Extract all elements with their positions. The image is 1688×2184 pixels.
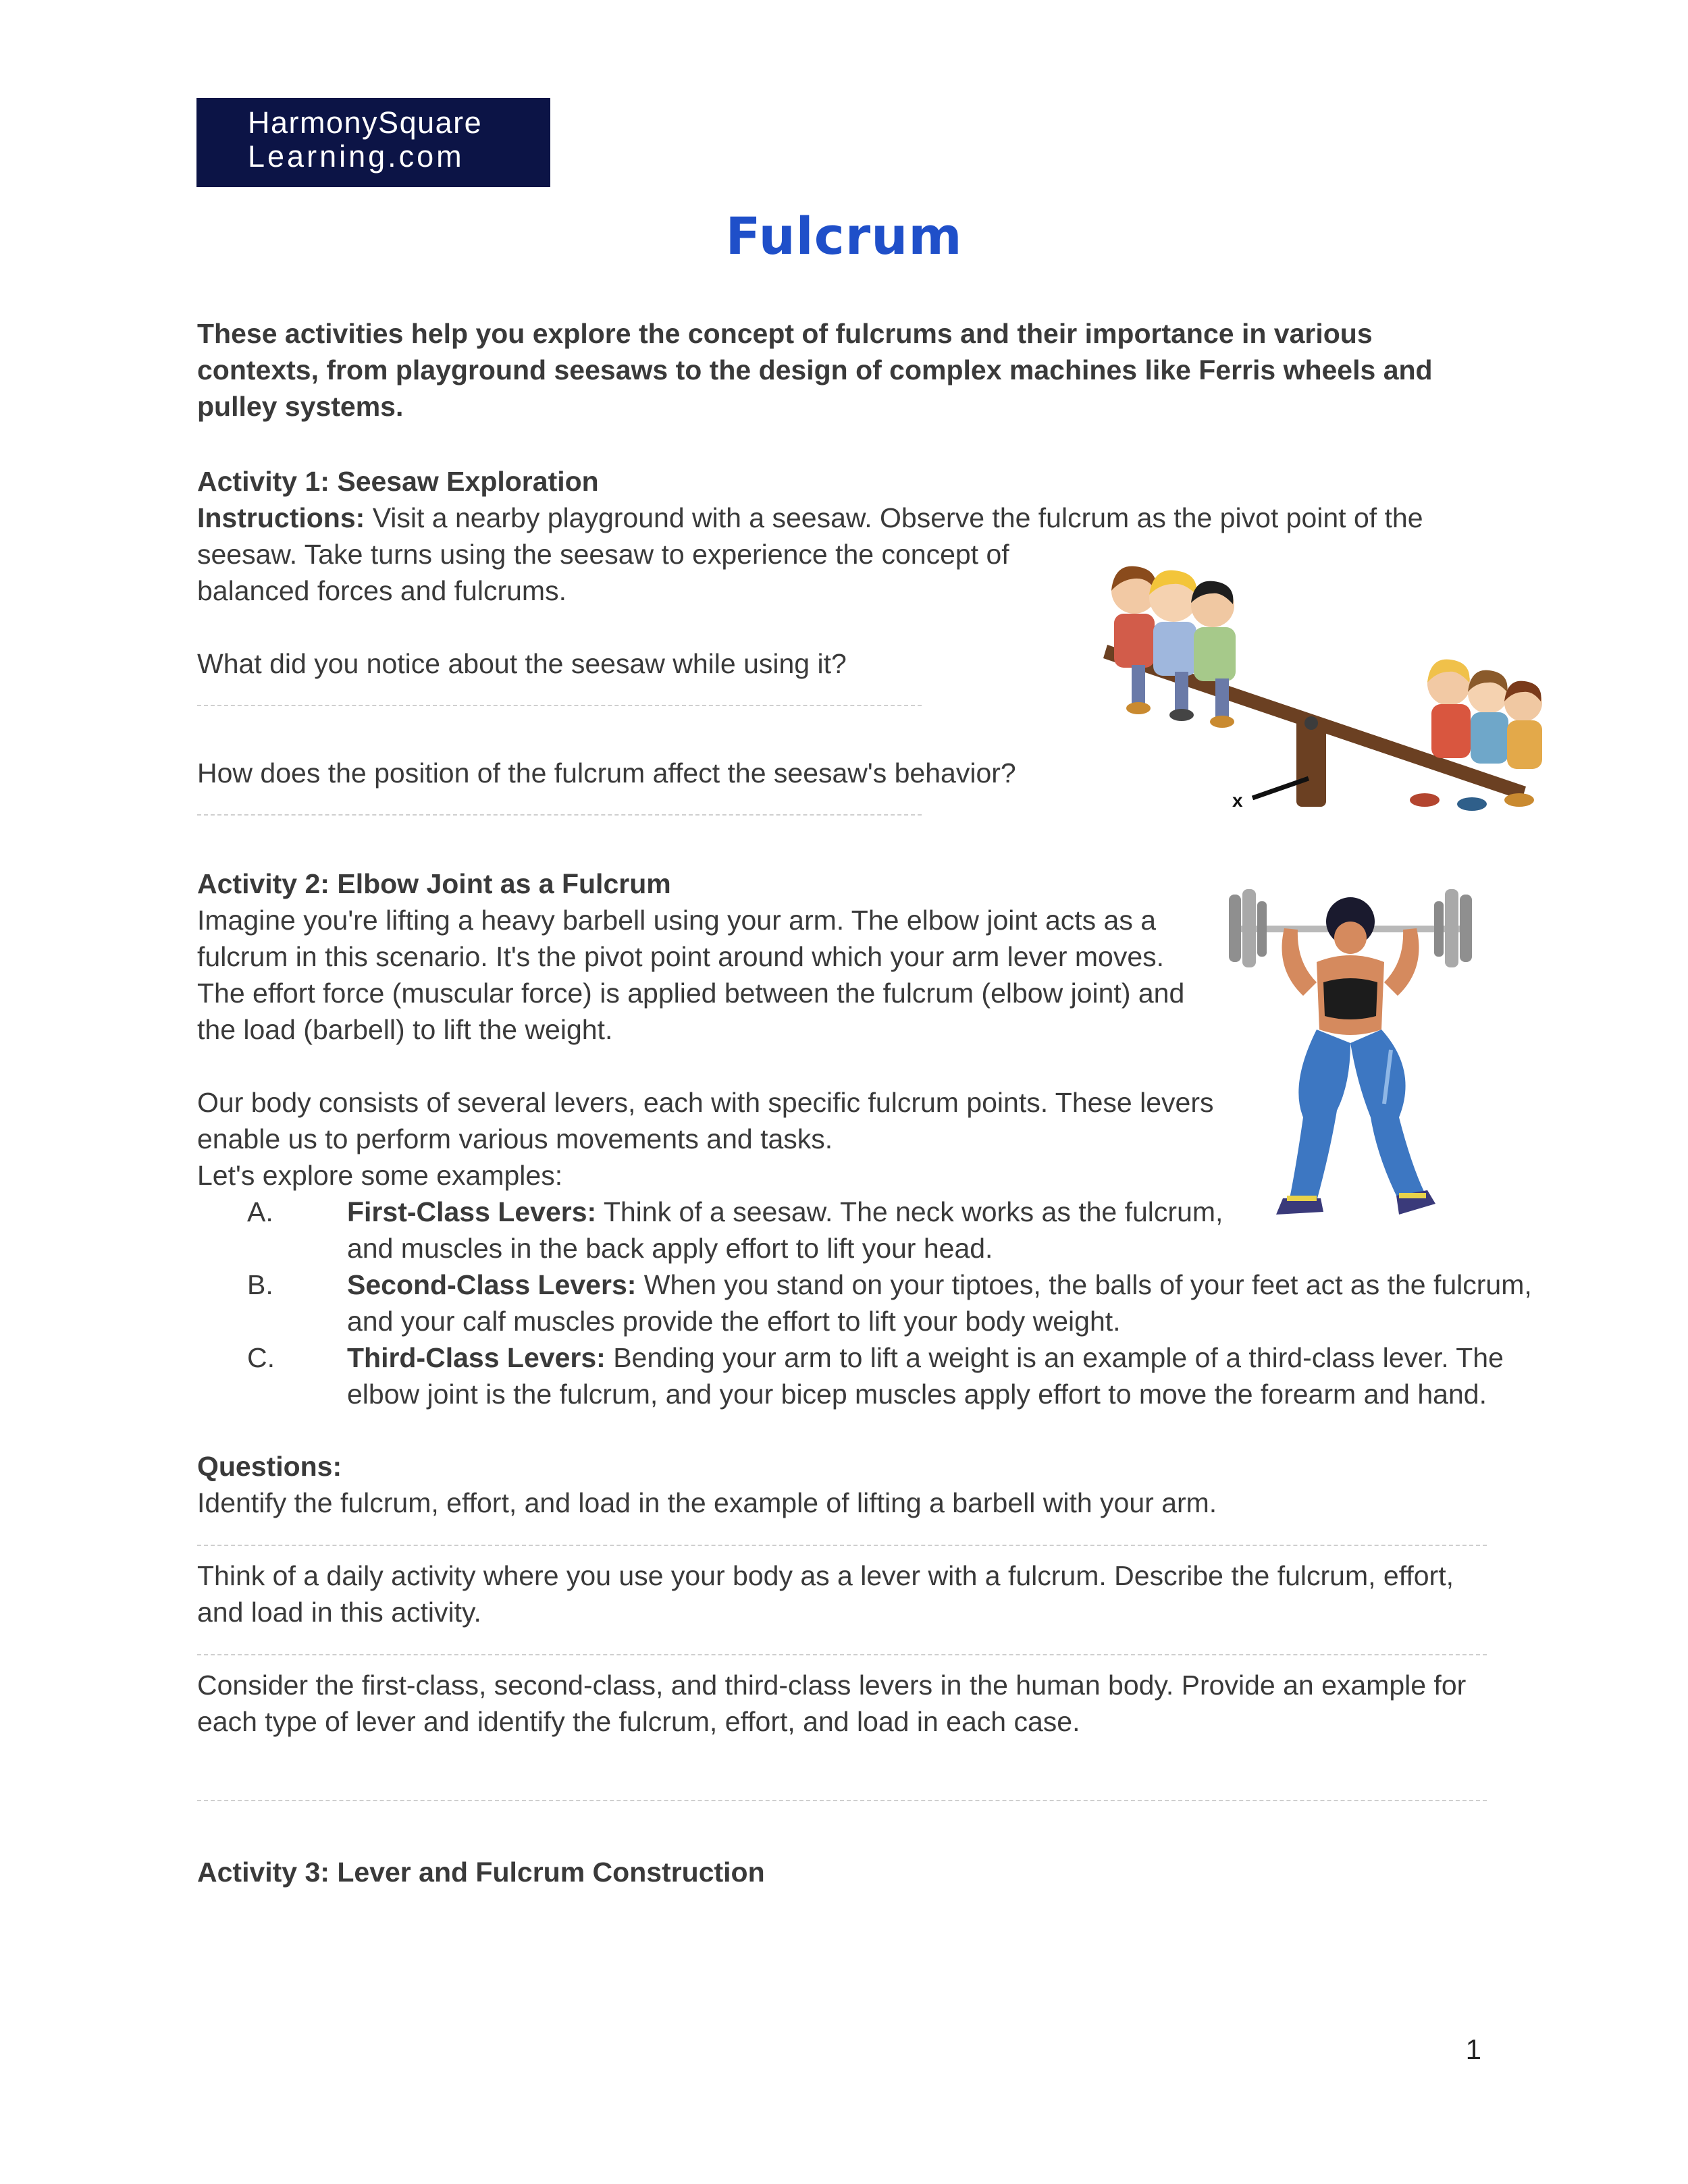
children-left bbox=[1111, 566, 1236, 728]
answer-line[interactable] bbox=[197, 1654, 1487, 1655]
page-number: 1 bbox=[1465, 2033, 1481, 2065]
question-3-line-2: each type of lever and identify the fulcrum, effort, and load in each case. bbox=[197, 1706, 1080, 1737]
activity-2-para-1-line-2: fulcrum in this scenario. It's the pivot point around which your arm lever moves. bbox=[197, 941, 1165, 972]
seesaw-illustration bbox=[1094, 564, 1566, 820]
activity-1-instructions bbox=[197, 500, 1423, 536]
instructions-line-1: Visit a nearby playground with a seesaw. Observe the fulcrum as the pivot point of the bbox=[365, 502, 1423, 533]
question-3-line-1: Consider the first-class, second-class, and third-class levers in the human body. Provide an example for bbox=[197, 1670, 1467, 1701]
answer-line[interactable] bbox=[197, 814, 922, 816]
activity-2-para-2-line-2: enable us to perform various movements and tasks. bbox=[197, 1123, 833, 1154]
barbell-plates-left bbox=[1229, 889, 1267, 967]
answer-line[interactable] bbox=[197, 705, 922, 706]
activity-2-para-2-line-1: Our body consists of several levers, each with specific fulcrum points. These levers bbox=[197, 1087, 1214, 1118]
list-marker: B. bbox=[247, 1269, 273, 1300]
activity-2-para-1-line-1: Imagine you're lifting a heavy barbell using your arm. The elbow joint acts as a bbox=[197, 905, 1157, 936]
activity-3-heading: Activity 3: Lever and Fulcrum Construction bbox=[197, 1857, 765, 1888]
activity-1-heading: Activity 1: Seesaw Exploration bbox=[197, 466, 599, 497]
instructions-line-3: balanced forces and fulcrums. bbox=[197, 575, 566, 606]
list-item-line-2: and your calf muscles provide the effort to lift your body weight. bbox=[347, 1306, 1121, 1337]
question-1: Identify the fulcrum, effort, and load in the example of lifting a barbell with your arm. bbox=[197, 1487, 1217, 1518]
brand-line-1: HarmonySquare bbox=[248, 105, 483, 140]
list-item-line-2: and muscles in the back apply effort to lift your head. bbox=[347, 1233, 993, 1264]
sports-top bbox=[1323, 978, 1377, 1019]
brand-logo bbox=[196, 98, 550, 187]
left-shoe-lace bbox=[1287, 1196, 1317, 1201]
list-item-label: Second-Class Levers: bbox=[347, 1269, 637, 1300]
seesaw-post bbox=[1296, 719, 1326, 807]
list-marker: A. bbox=[247, 1196, 273, 1227]
question-2-line-2: and load in this activity. bbox=[197, 1597, 481, 1628]
list-item-text: Think of a seesaw. The neck works as the fulcrum, bbox=[596, 1196, 1223, 1227]
activity-2-para-1-line-3: The effort force (muscular force) is applied between the fulcrum (elbow joint) and bbox=[197, 978, 1185, 1009]
left-arm bbox=[1282, 928, 1317, 996]
brand-line-2: Learning.com bbox=[248, 139, 465, 174]
list-item-label: First-Class Levers: bbox=[347, 1196, 597, 1227]
activity-2-para-2-line-3: Let's explore some examples: bbox=[197, 1160, 563, 1191]
activity-2-para-1-line-4: the load (barbell) to lift the weight. bbox=[197, 1014, 613, 1045]
intro-text: These activities help you explore the concept of fulcrums and their importance in various contexts, from playground seesaws to the design of complex machines like Ferris wheels and pulley systems. bbox=[197, 318, 1433, 422]
head bbox=[1334, 922, 1367, 954]
left-leg bbox=[1290, 1030, 1350, 1201]
activity-1-question-1: What did you notice about the seesaw while using it? bbox=[197, 648, 847, 679]
question-2-line-1: Think of a daily activity where you use your body as a lever with a fulcrum. Describe the fulcrum, effort, bbox=[197, 1560, 1454, 1591]
list-item-text: Bending your arm to lift a weight is an example of a third-class lever. The bbox=[605, 1342, 1504, 1373]
fulcrum-pivot bbox=[1304, 716, 1318, 730]
weightlifter-illustration bbox=[1222, 881, 1479, 1232]
list-item-label: Third-Class Levers: bbox=[347, 1342, 606, 1373]
list-item bbox=[247, 1339, 1516, 1412]
answer-line[interactable] bbox=[197, 1800, 1487, 1801]
activity-1-question-2: How does the position of the fulcrum affect the seesaw's behavior? bbox=[197, 757, 1016, 789]
list-item-line-1 bbox=[347, 1267, 1532, 1303]
questions-heading: Questions: bbox=[197, 1451, 342, 1482]
instructions-line-2: seesaw. Take turns using the seesaw to experience the concept of bbox=[197, 539, 1009, 570]
barbell-plates-right bbox=[1434, 889, 1472, 967]
instructions-label: Instructions: bbox=[197, 502, 365, 533]
page-title: Fulcrum bbox=[725, 206, 963, 266]
list-item-line-2: elbow joint is the fulcrum, and your bicep muscles apply effort to move the forearm and hand. bbox=[347, 1379, 1487, 1410]
right-arm bbox=[1384, 928, 1419, 996]
list-item-text: When you stand on your tiptoes, the balls of your feet act as the fulcrum, bbox=[636, 1269, 1532, 1300]
list-item-line-1 bbox=[347, 1339, 1504, 1376]
fulcrum-marker: x bbox=[1232, 790, 1243, 811]
right-shoe-lace bbox=[1399, 1193, 1426, 1198]
list-marker: C. bbox=[247, 1342, 275, 1373]
activity-2-heading: Activity 2: Elbow Joint as a Fulcrum bbox=[197, 868, 671, 899]
answer-line[interactable] bbox=[197, 1545, 1487, 1546]
right-leg bbox=[1350, 1030, 1425, 1201]
list-item bbox=[247, 1267, 1532, 1339]
list-item-line-1 bbox=[347, 1194, 1223, 1230]
